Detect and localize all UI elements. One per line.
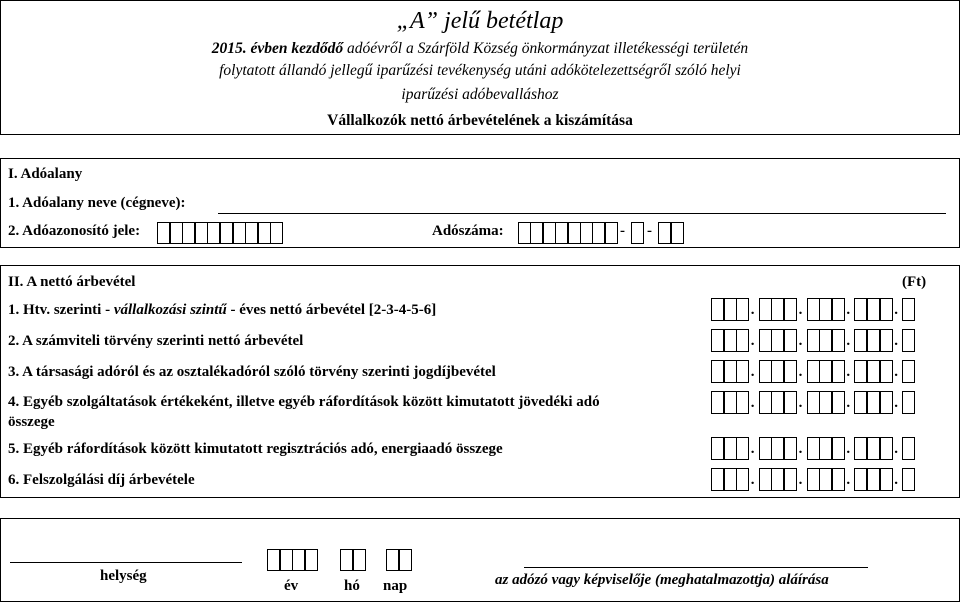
year-digit-box[interactable] [292, 549, 305, 571]
amount-separator: . [894, 333, 898, 349]
amount-digit-box[interactable] [771, 391, 784, 414]
amount-digit-box[interactable] [854, 437, 867, 460]
form-subtitle: Vállalkozók nettó árbevételének a kiszámítása [327, 112, 633, 129]
amount-separator: . [894, 302, 898, 318]
amount-digit-box[interactable] [784, 437, 797, 460]
amount-separator: . [894, 364, 898, 380]
row-1-label [8, 302, 436, 319]
amount-digit-box[interactable] [880, 298, 893, 321]
amount-separator: . [894, 472, 898, 488]
amount-separator: . [750, 302, 755, 318]
amount-digit-box[interactable] [736, 391, 749, 414]
amount-digit-box[interactable] [880, 468, 893, 491]
amount-digit-box[interactable] [724, 437, 737, 460]
year-label: év [284, 578, 299, 594]
amount-digit-box[interactable] [867, 329, 880, 352]
amount-digit-box[interactable] [759, 360, 772, 383]
day-label: nap [383, 578, 408, 594]
signer-label: az adózó vagy képviselője (meghatalmazottja) aláírása [495, 572, 829, 588]
section-2-heading: II. A nettó árbevétel [8, 274, 136, 290]
amount-digit-box[interactable] [807, 360, 820, 383]
amount-separator: . [798, 302, 803, 318]
month-digit-box[interactable] [353, 549, 366, 571]
amount-digit-box[interactable] [807, 329, 820, 352]
row-5-label: 5. Egyéb ráfordítások között kimutatott regisztrációs adó, energiaadó összege [8, 441, 503, 457]
amount-digit-box[interactable] [711, 329, 724, 352]
taxpayer-name-label: 1. Adóalany neve (cégneve): [8, 195, 186, 211]
amount-digit-box[interactable] [807, 391, 820, 414]
amount-separator: . [750, 395, 755, 411]
row-1-italic: vállalkozási szintű [113, 302, 227, 318]
amount-digit-box[interactable] [902, 329, 915, 352]
amount-digit-box[interactable] [807, 468, 820, 491]
amount-digit-box[interactable] [880, 329, 893, 352]
amount-digit-box[interactable] [880, 360, 893, 383]
amount-digit-box[interactable] [880, 437, 893, 460]
intro-line-1 [0, 40, 960, 58]
tax-number-digit-box[interactable] [592, 222, 605, 244]
amount-digit-box[interactable] [880, 391, 893, 414]
amount-digit-box[interactable] [832, 468, 845, 491]
amount-digit-box[interactable] [736, 360, 749, 383]
place-line[interactable] [10, 562, 242, 563]
tax-number-digit-box[interactable] [605, 222, 618, 244]
tax-id-digit-box[interactable] [182, 222, 195, 244]
amount-digit-box[interactable] [867, 468, 880, 491]
amount-separator: . [894, 395, 898, 411]
amount-separator: . [798, 441, 803, 457]
row-1-suffix: - éves nettó árbevétel [2-3-4-5-6] [226, 302, 437, 318]
amount-separator: . [846, 395, 851, 411]
signature-line[interactable] [524, 567, 868, 568]
amount-separator: . [798, 364, 803, 380]
row-4-label-cont: összege [8, 414, 55, 430]
intro-line-3: iparűzési adóbevalláshoz [401, 86, 559, 103]
amount-digit-box[interactable] [759, 298, 772, 321]
amount-digit-box[interactable] [736, 468, 749, 491]
section-1-heading: I. Adóalany [8, 166, 83, 182]
amount-digit-box[interactable] [807, 298, 820, 321]
amount-separator: . [846, 472, 851, 488]
amount-digit-box[interactable] [759, 468, 772, 491]
amount-digit-box[interactable] [736, 298, 749, 321]
tax-id-digit-box[interactable] [195, 222, 208, 244]
amount-digit-box[interactable] [807, 437, 820, 460]
amount-digit-box[interactable] [784, 298, 797, 321]
amount-digit-box[interactable] [771, 298, 784, 321]
tax-id-digit-box[interactable] [220, 222, 233, 244]
place-label: helység [100, 568, 147, 584]
amount-digit-box[interactable] [819, 437, 832, 460]
tax-number-digit-box[interactable] [671, 222, 684, 244]
amount-separator: . [846, 302, 851, 318]
amount-digit-box[interactable] [854, 298, 867, 321]
amount-digit-box[interactable] [711, 468, 724, 491]
page-title: „A” jelű betétlap [396, 8, 564, 34]
amount-digit-box[interactable] [819, 468, 832, 491]
amount-digit-box[interactable] [902, 360, 915, 383]
amount-digit-box[interactable] [854, 391, 867, 414]
amount-digit-box[interactable] [771, 437, 784, 460]
year-digit-box[interactable] [305, 549, 318, 571]
amount-digit-box[interactable] [724, 360, 737, 383]
row-4-label: 4. Egyéb szolgáltatások értékeként, illetve egyéb ráfordítások között kimutatott jövedéki adó [8, 394, 600, 410]
amount-digit-box[interactable] [819, 298, 832, 321]
amount-digit-box[interactable] [759, 391, 772, 414]
amount-digit-box[interactable] [832, 391, 845, 414]
amount-digit-box[interactable] [784, 391, 797, 414]
tax-id-label: 2. Adóazonosító jele: [8, 223, 141, 239]
amount-separator: . [846, 333, 851, 349]
amount-digit-box[interactable] [819, 329, 832, 352]
amount-digit-box[interactable] [832, 298, 845, 321]
year-digit-box[interactable] [280, 549, 293, 571]
amount-digit-box[interactable] [902, 468, 915, 491]
tax-number-digit-box[interactable] [631, 222, 644, 244]
tax-id-digit-box[interactable] [258, 222, 271, 244]
amount-digit-box[interactable] [819, 360, 832, 383]
tax-number-digit-box[interactable] [555, 222, 568, 244]
amount-digit-box[interactable] [867, 298, 880, 321]
amount-digit-box[interactable] [711, 437, 724, 460]
row-1-prefix: 1. Htv. szerinti - [8, 302, 114, 318]
month-digit-box[interactable] [340, 549, 353, 571]
amount-digit-box[interactable] [771, 468, 784, 491]
amount-digit-box[interactable] [724, 468, 737, 491]
amount-separator: . [798, 472, 803, 488]
amount-separator: . [750, 333, 755, 349]
amount-digit-box[interactable] [867, 437, 880, 460]
intro-line-2: folytatott állandó jellegű iparűzési tevékenység utáni adókötelezettségről szóló helyi [219, 62, 741, 79]
row-2-label: 2. A számviteli törvény szerinti nettó árbevétel [8, 333, 304, 349]
amount-digit-box[interactable] [902, 298, 915, 321]
amount-digit-box[interactable] [736, 329, 749, 352]
amount-digit-box[interactable] [711, 360, 724, 383]
amount-digit-box[interactable] [854, 329, 867, 352]
signature-frame [0, 518, 960, 602]
day-digit-box[interactable] [399, 549, 412, 571]
amount-separator: . [846, 441, 851, 457]
row-3-label: 3. A társasági adóról és az osztalékadóról szóló törvény szerinti jogdíjbevétel [8, 364, 496, 380]
amount-digit-box[interactable] [771, 329, 784, 352]
amount-digit-box[interactable] [832, 437, 845, 460]
amount-digit-box[interactable] [759, 437, 772, 460]
tax-number-sep-2: - [647, 223, 652, 239]
amount-separator: . [798, 333, 803, 349]
tax-id-digit-box[interactable] [207, 222, 220, 244]
amount-separator: . [798, 395, 803, 411]
amount-digit-box[interactable] [902, 391, 915, 414]
unit-label: (Ft) [902, 274, 927, 290]
amount-digit-box[interactable] [854, 360, 867, 383]
amount-separator: . [846, 364, 851, 380]
tax-id-digit-box[interactable] [245, 222, 258, 244]
amount-digit-box[interactable] [832, 329, 845, 352]
amount-digit-box[interactable] [736, 437, 749, 460]
amount-separator: . [750, 472, 755, 488]
tax-number-digit-box[interactable] [568, 222, 581, 244]
tax-number-digit-box[interactable] [518, 222, 531, 244]
day-digit-box[interactable] [386, 549, 399, 571]
amount-digit-box[interactable] [867, 391, 880, 414]
tax-number-label: Adószáma: [432, 223, 504, 239]
amount-digit-box[interactable] [819, 391, 832, 414]
tax-id-digit-box[interactable] [170, 222, 183, 244]
tax-number-digit-box[interactable] [530, 222, 543, 244]
amount-separator: . [750, 364, 755, 380]
amount-digit-box[interactable] [854, 468, 867, 491]
amount-digit-box[interactable] [832, 360, 845, 383]
amount-separator: . [894, 441, 898, 457]
amount-digit-box[interactable] [784, 329, 797, 352]
amount-digit-box[interactable] [711, 298, 724, 321]
tax-id-digit-box[interactable] [157, 222, 170, 244]
tax-number-digit-box[interactable] [543, 222, 556, 244]
amount-digit-box[interactable] [759, 329, 772, 352]
tax-id-digit-box[interactable] [270, 222, 283, 244]
amount-digit-box[interactable] [724, 391, 737, 414]
amount-digit-box[interactable] [771, 360, 784, 383]
intro-year: 2015. évben kezdődő [211, 40, 344, 57]
amount-digit-box[interactable] [902, 437, 915, 460]
intro-rest: adóévről a Szárföld Község önkormányzat illetékességi területén [343, 40, 749, 57]
amount-digit-box[interactable] [784, 468, 797, 491]
amount-digit-box[interactable] [867, 360, 880, 383]
amount-digit-box[interactable] [724, 298, 737, 321]
amount-separator: . [750, 441, 755, 457]
month-label: hó [344, 578, 360, 594]
row-6-label: 6. Felszolgálási díj árbevétele [8, 472, 195, 488]
tax-number-sep-1: - [620, 223, 625, 239]
amount-digit-box[interactable] [784, 360, 797, 383]
taxpayer-name-field[interactable] [218, 213, 946, 214]
year-digit-box[interactable] [267, 549, 280, 571]
tax-number-digit-box[interactable] [658, 222, 671, 244]
amount-digit-box[interactable] [711, 391, 724, 414]
tax-number-digit-box[interactable] [580, 222, 593, 244]
tax-id-digit-box[interactable] [233, 222, 246, 244]
amount-digit-box[interactable] [724, 329, 737, 352]
